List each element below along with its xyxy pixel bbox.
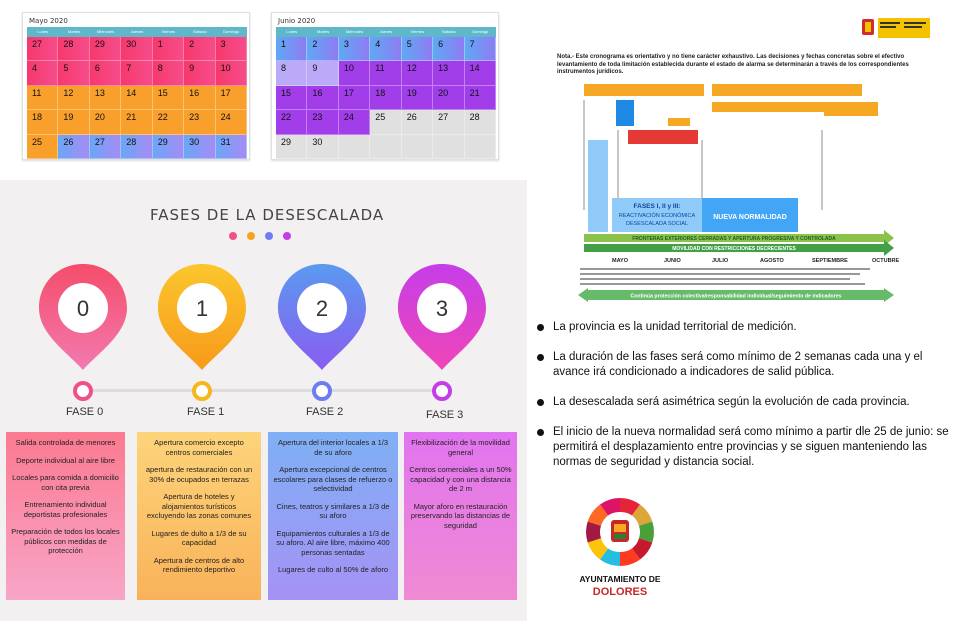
phase-measure: Flexibilización de la movilidad general [411, 438, 510, 457]
calendar-day: 2 [307, 37, 338, 61]
sdg-wheel-icon [565, 494, 675, 574]
cronograma-fronteras: FRONTERAS EXTERIORES CERRADAS Y APERTURA PROGRESIVA Y CONTROLADA [632, 236, 836, 242]
phase-measure: Centros comerciales a un 50% capacidad y con una distancia de 2 m [409, 465, 512, 493]
calendar-day: 1 [153, 37, 184, 61]
calendar-day: 19 [402, 86, 433, 110]
phase-measure: Deporte individual al aire libre [16, 455, 115, 465]
calendar-day: 22 [276, 110, 307, 134]
calendar-day: 16 [307, 86, 338, 110]
decor-dot-purple [283, 232, 291, 240]
weekday-label: Miércoles [345, 29, 364, 34]
calendar-day: 26 [58, 135, 89, 159]
calendar-day: 17 [339, 86, 370, 110]
decor-dot-orange [247, 232, 255, 240]
phase-measure: Apertura comercio excepto centros comerciales [154, 438, 244, 457]
june-calendar [271, 12, 499, 160]
svg-text:DESESCALADA SOCIAL: DESESCALADA SOCIAL [625, 221, 689, 227]
calendar-day [402, 135, 433, 159]
june-day-grid [276, 37, 496, 159]
calendar-day: 20 [90, 110, 121, 134]
cronograma-bar-educativas [712, 102, 828, 112]
calendar-day: 4 [27, 61, 58, 85]
calendar-day: 6 [433, 37, 464, 61]
calendar-day: 16 [184, 86, 215, 110]
cronograma-bar-top-2 [712, 84, 862, 96]
may-calendar [22, 12, 250, 160]
calendar-day: 10 [339, 61, 370, 85]
calendar-day: 29 [153, 135, 184, 159]
phase-2-measures [268, 432, 398, 600]
calendar-day: 19 [58, 110, 89, 134]
weekday-label: Lunes [37, 29, 49, 34]
cronograma-fase0-block [588, 140, 608, 232]
phase-measure: Apertura del interior locales a 1/3 de su aforo [277, 438, 389, 457]
calendar-day [370, 135, 401, 159]
calendar-day: 31 [216, 135, 247, 159]
phase-2-pin-icon [276, 262, 368, 372]
calendar-day: 30 [184, 135, 215, 159]
decor-dot-blue [265, 232, 273, 240]
calendar-day: 10 [216, 61, 247, 85]
calendar-day [339, 135, 370, 159]
cronograma-bar-right [824, 102, 878, 116]
phase-measure: Salida controlada de menores [15, 438, 116, 447]
calendar-day: 18 [27, 110, 58, 134]
phase-0-number: 0 [76, 296, 90, 321]
phase-measure: Lugares de dulto a 1/3 de su capacidad [151, 528, 247, 547]
phase-1-marker [192, 381, 212, 401]
calendar-day: 27 [90, 135, 121, 159]
calendar-day: 14 [465, 61, 496, 85]
government-logo [858, 14, 932, 42]
ayuntamiento-line1: AYUNTAMIENTO DE [579, 574, 661, 584]
calendar-day: 27 [433, 110, 464, 134]
calendar-day: 9 [307, 61, 338, 85]
calendar-day: 15 [153, 86, 184, 110]
june-weekday-header [276, 27, 496, 37]
calendar-day: 3 [339, 37, 370, 61]
phase-measure: Apertura de centros de alto rendimiento deportivo [153, 555, 245, 574]
phase-measure: Locales para comida a domicilio con cita previa [12, 473, 119, 492]
phase-measure: Preparación de todos los locales públicos con medidas de protección [11, 527, 120, 555]
calendar-day: 6 [90, 61, 121, 85]
calendar-day: 7 [465, 37, 496, 61]
phase-0-marker [73, 381, 93, 401]
svg-text:REACTIVACIÓN ECONÓMICA: REACTIVACIÓN ECONÓMICA [618, 213, 696, 219]
phase-measure: Apertura de hoteles y alojamientos turísticos excluyendo las zonas comunes [146, 492, 252, 520]
calendar-day: 26 [402, 110, 433, 134]
weekday-label: Sábado [192, 29, 207, 34]
phase-1-number: 1 [195, 296, 209, 321]
calendar-day: 8 [276, 61, 307, 85]
calendar-day: 28 [465, 110, 496, 134]
phase-measure: Mayor aforo en restauración preservando las distancias de seguridad [410, 501, 511, 530]
calendar-day: 29 [276, 135, 307, 159]
phase-measure: Equipamientos culturales a 1/3 de su aforo. Al aire libre, máximo 400 personas sentadas [276, 528, 390, 557]
svg-text:FASES I, II y III:: FASES I, II y III: [633, 203, 681, 210]
calendar-day: 14 [121, 86, 152, 110]
month-octubre: OCTUBRE [872, 258, 900, 264]
calendar-day: 30 [121, 37, 152, 61]
phase-measure: apertura de restauración con un 30% de ocupados en terrazas [145, 465, 253, 484]
calendar-day: 11 [370, 61, 401, 85]
calendar-day: 2 [184, 37, 215, 61]
month-junio: JUNIO [664, 258, 681, 264]
phase-0-measures [6, 432, 125, 600]
cronograma-movilidad: MOVILIDAD CON RESTRICCIONES DECRECIENTES [672, 246, 796, 252]
calendar-day: 28 [121, 135, 152, 159]
ayuntamiento-line2: DOLORES [592, 586, 648, 598]
weekday-label: Sábado [441, 29, 456, 34]
may-weekday-header [27, 27, 247, 37]
phases-title: FASES DE LA DESESCALADA [150, 206, 385, 224]
calendar-day: 17 [216, 86, 247, 110]
calendar-day: 18 [370, 86, 401, 110]
may-day-grid [27, 37, 247, 159]
weekday-label: Domingo [472, 29, 489, 34]
phase-measure: Entrenamiento individual deportistas profesionales [23, 500, 108, 519]
phase-1-label: FASE 1 [187, 406, 225, 418]
calendar-day: 21 [121, 110, 152, 134]
cronograma-nueva-normalidad: NUEVA NORMALIDAD [713, 214, 787, 221]
phase-0-pin-icon [37, 262, 129, 372]
weekday-label: Miércoles [96, 29, 115, 34]
calendar-day: 25 [27, 135, 58, 159]
calendar-day: 20 [433, 86, 464, 110]
cronograma-box-blue [616, 100, 634, 126]
phase-2-number: 2 [315, 296, 329, 321]
month-agosto: AGOSTO [760, 258, 784, 264]
weekday-label: Jueves [130, 29, 144, 34]
calendar-day: 12 [402, 61, 433, 85]
calendar-day: 22 [153, 110, 184, 134]
bullet-item: La provincia es la unidad territorial de medición. [537, 320, 957, 335]
calendar-day: 23 [184, 110, 215, 134]
calendar-day: 27 [27, 37, 58, 61]
calendar-day: 11 [27, 86, 58, 110]
phase-measure: Cines, teatros y similares a 1/3 de su aforo [276, 501, 390, 520]
month-julio: JULIO [712, 258, 729, 264]
ayuntamiento-logo [565, 494, 675, 604]
calendar-day: 29 [90, 37, 121, 61]
cronograma-erad [668, 118, 690, 126]
phase-timeline [82, 389, 442, 392]
phase-3-pin-icon [396, 262, 488, 372]
phase-3-marker [432, 381, 452, 401]
phase-2-marker [312, 381, 332, 401]
phase-2-label: FASE 2 [306, 406, 344, 418]
bullet-item: El inicio de la nueva normalidad será como mínimo a partir dle 25 de junio: se permitirá el desplazamiento entre provincias y se siguen manteniendo las normas de seguridad y distancia social. [537, 425, 957, 470]
calendar-day: 24 [216, 110, 247, 134]
calendar-day: 5 [402, 37, 433, 61]
calendar-day: 13 [433, 61, 464, 85]
calendar-day: 23 [307, 110, 338, 134]
month-septiembre: SEPTIEMBRE [812, 258, 848, 264]
may-calendar-title: Mayo 2020 [29, 17, 68, 25]
phase-3-number: 3 [435, 296, 449, 321]
cronograma-diagram [572, 80, 906, 308]
phase-3-measures [404, 432, 517, 600]
june-calendar-title: Junio 2020 [278, 17, 316, 25]
phase-3-label: FASE 3 [426, 409, 464, 421]
government-crest-icon [858, 14, 932, 42]
calendar-day: 30 [307, 135, 338, 159]
calendar-day: 24 [339, 110, 370, 134]
phase-0-label: FASE 0 [66, 406, 104, 418]
phase-1-pin-icon [156, 262, 248, 372]
phase-measure: Lugares de culto al 50% de aforo [277, 565, 389, 574]
bullet-item: La duración de las fases será como mínimo de 2 semanas cada una y el avance irá condicionado a indicadores de salid pública. [537, 350, 957, 380]
calendar-day: 4 [370, 37, 401, 61]
weekday-label: Martes [317, 29, 330, 34]
calendar-day: 9 [184, 61, 215, 85]
calendar-day [465, 135, 496, 159]
cronograma-protection: Continúa protección colectiva/responsabilidad individual/seguimiento de indicadores [630, 293, 842, 300]
note-text: Nota.- Este cronograma es orientativo y no tiene carácter exhaustivo. Las decisiones y fechas concretas sobre el efectivo levantamiento de toda limitación establecida durante el estado de alarma se determinarán a través de los correspondientes instrumentos jurídicos. [557, 54, 909, 75]
calendar-day: 28 [58, 37, 89, 61]
weekday-label: Viernes [161, 29, 176, 34]
calendar-day: 21 [465, 86, 496, 110]
phase-measure: Apertura excepcional de centros escolares para clases de refuerzo o selectividad [273, 465, 393, 493]
bullet-list [537, 320, 957, 485]
calendar-day: 1 [276, 37, 307, 61]
weekday-label: Viernes [410, 29, 425, 34]
month-mayo: MAYO [612, 258, 628, 264]
weekday-label: Jueves [379, 29, 393, 34]
calendar-day: 8 [153, 61, 184, 85]
calendar-day: 15 [276, 86, 307, 110]
calendar-day: 13 [90, 86, 121, 110]
calendar-day: 5 [58, 61, 89, 85]
calendar-day: 3 [216, 37, 247, 61]
phase-1-measures [137, 432, 261, 600]
calendar-day: 7 [121, 61, 152, 85]
weekday-label: Lunes [286, 29, 298, 34]
weekday-label: Martes [68, 29, 81, 34]
weekday-label: Domingo [223, 29, 240, 34]
bullet-item: La desescalada será asimétrica según la evolución de cada provincia. [537, 395, 957, 410]
calendar-day: 25 [370, 110, 401, 134]
cronograma-bar-top-1 [584, 84, 704, 96]
calendar-day [433, 135, 464, 159]
cronograma-transporte [628, 130, 698, 144]
calendar-day: 12 [58, 86, 89, 110]
decor-dot-pink [229, 232, 237, 240]
